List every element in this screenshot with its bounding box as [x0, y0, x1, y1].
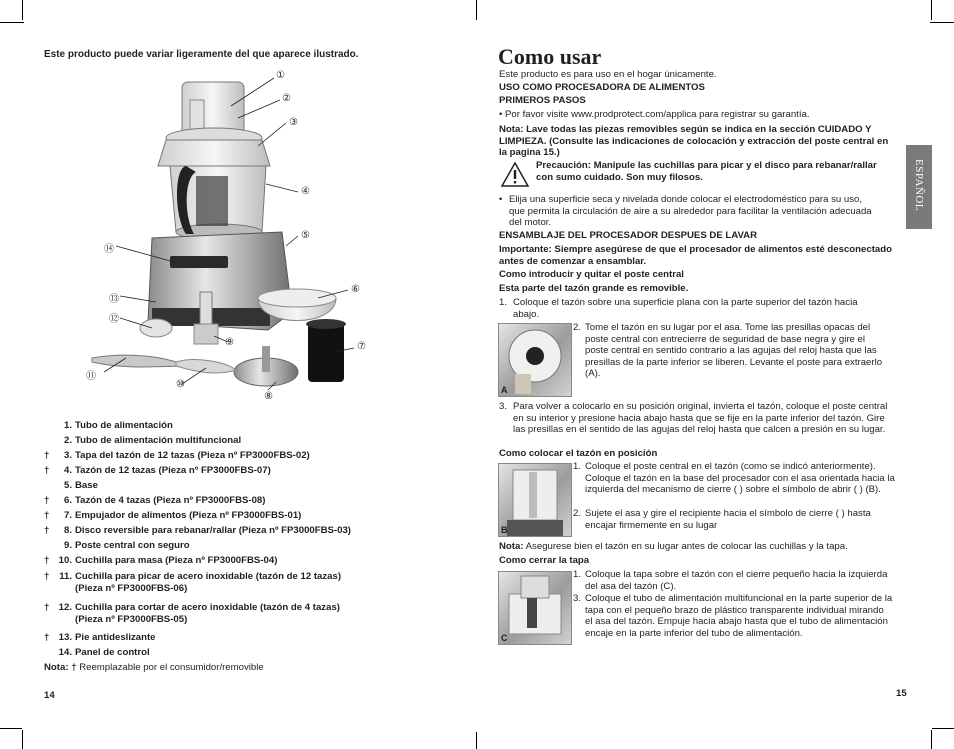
callout-8: ⑧: [264, 391, 273, 402]
page-title: Como usar: [498, 44, 602, 69]
callout-14: ⑭: [104, 244, 114, 255]
note-bowl: Nota: Asegurese bien el tazón en su lugar antes de colocar las cuchillas y la tapa.: [499, 541, 848, 552]
crop-mark: [931, 0, 932, 20]
list-item: 14. Panel de control: [58, 647, 150, 658]
list-item: 1. Tubo de alimentación: [63, 420, 173, 431]
section-heading: Como introducir y quitar el poste central: [499, 269, 684, 280]
step-c3: 3. Coloque el tubo de alimentación multifuncional en la parte superior de la tapa con el pequeño brazo de plástico transparente individual mirando el asa del tazón. Empuje hacia abajo hasta que el tubo de alimentación encaje en la parte inferior del tubo de alimentación.: [573, 593, 893, 639]
important-text: Importante: Siempre asegúrese de que el procesador de alimentos esté desconectado antes de comenzar a ensamblar.: [499, 244, 892, 267]
warning-icon: [500, 161, 530, 188]
list-item: 5. Base: [63, 480, 98, 491]
step-c1: 1. Coloque la tapa sobre el tazón con el cierre pequeño hacia la izquierda del asa del tazón (C).: [573, 569, 888, 592]
section-heading: Como colocar el tazón en posición: [499, 448, 658, 459]
bullet-register: • Por favor visite www.prodprotect.com/applica para registrar su garantía.: [499, 109, 810, 120]
callout-13: ⑬: [109, 294, 119, 305]
photo-c: C: [498, 571, 572, 645]
crop-mark: [22, 730, 23, 749]
list-item: † 6. Tazón de 4 tazas (Pieza nº FP3000FBS-08): [44, 495, 266, 506]
list-item: † 3. Tapa del tazón de 12 tazas (Pieza nº FP3000FBS-02): [44, 450, 310, 461]
language-tab: ESPAÑOL: [906, 145, 932, 229]
step-1: 1. Coloque el tazón sobre una superficie plana con la parte superior del tazón hacia abajo.: [499, 297, 858, 320]
caution-text: Precaución: Manipule las cuchillas para picar y el disco para rebanar/rallar con sumo cuidado. Son muy filosos.: [536, 160, 877, 183]
callout-2: ②: [282, 93, 291, 104]
photo-b: B: [498, 463, 572, 537]
step-b1: 1. Coloque el poste central en el tazón (como se indicó anteriormente). Coloque el tazón en la base del procesador con el asa orientada hacia la izquierda del mecanismo de cierre ( ) sobre el símbolo de abrir ( ) (B).: [573, 461, 895, 496]
callout-10: ⑩: [176, 379, 185, 390]
wash-note: Nota: Lave todas las piezas removibles según se indica en la sección CUIDADO Y LIMPIEZA. (Consulte las indicaciones de colocación y extracción del poste central en la pagina 15.): [499, 124, 889, 159]
section-heading: ENSAMBLAJE DEL PROCESADOR DESPUES DE LAVAR: [499, 230, 757, 241]
crop-mark: [932, 728, 954, 729]
list-item: † 10. Cuchilla para masa (Pieza nº FP3000FBS-04): [44, 555, 278, 566]
list-item: † 8. Disco reversible para rebanar/rallar (Pieza nº FP3000FBS-03): [44, 525, 351, 536]
crop-mark: [930, 22, 954, 23]
section-heading: USO COMO PROCESADORA DE ALIMENTOS: [499, 82, 705, 93]
bullet-surface: • Elija una superficie seca y nivelada donde colocar el electrodoméstico para su uso, que permita la circulación de aire a su alrededor para facilitar la ventilación adecuada del motor.: [499, 194, 872, 229]
crop-mark: [476, 732, 477, 749]
step-2: 2. Tome el tazón en su lugar por el asa. Tome las presillas opacas del poste central con entrecierre de seguridad de base negra y gire el poste central en sentido contrario a las agujas del reloj hasta que las presillas de la parte inferior se liberen. Levante el poste para extraerlo (A).: [573, 322, 883, 380]
list-item: † 12. Cuchilla para cortar de acero inoxidable (tazón de 4 tazas) (Pieza nº FP3000FBS-05): [44, 602, 340, 625]
footnote: Nota: † Reemplazable por el consumidor/removible: [44, 662, 264, 673]
list-item: † 13. Pie antideslizante: [44, 632, 156, 643]
section-heading: Esta parte del tazón grande es removible.: [499, 283, 689, 294]
crop-mark: [476, 0, 477, 20]
list-item: † 7. Empujador de alimentos (Pieza nº FP3000FBS-01): [44, 510, 302, 521]
parts-list: [44, 418, 434, 675]
callout-1: ①: [276, 70, 285, 81]
callout-9: ⑨: [225, 337, 234, 348]
step-3: 3. Para volver a colocarlo en su posición original, invierta el tazón, coloque el poste central en su interior y presione hacia abajo hasta que se fije en la parte inferior del tazón. Gire las presillas en el sentido de las agujas del reloj hasta que calcen a presión en su lugar.: [499, 401, 888, 436]
list-item: 2. Tubo de alimentación multifuncional: [63, 435, 242, 446]
page-number: 15: [896, 688, 907, 699]
page-number: 14: [44, 690, 55, 701]
crop-mark: [0, 22, 24, 23]
callout-5: ⑤: [301, 230, 310, 241]
list-item: † 11. Cuchilla para picar de acero inoxidable (tazón de 12 tazas) (Pieza nº FP3000FBS-06): [44, 571, 342, 594]
step-b2: 2. Sujete el asa y gire el recipiente hacia el símbolo de cierre ( ) hasta encajar firmemente en su lugar: [573, 508, 871, 531]
crop-mark: [931, 730, 932, 749]
food-processor-illustration: [86, 66, 386, 412]
list-item: 9. Poste central con seguro: [63, 540, 190, 551]
callout-6: ⑥: [351, 284, 360, 295]
callout-4: ④: [301, 186, 310, 197]
crop-mark: [22, 0, 23, 20]
callout-11: ⑪: [86, 371, 96, 382]
callout-3: ③: [289, 117, 298, 128]
list-item: † 4. Tazón de 12 tazas (Pieza nº FP3000FBS-07): [44, 465, 271, 476]
section-heading: Como cerrar la tapa: [499, 555, 590, 566]
subtitle: Este producto es para uso en el hogar únicamente.: [499, 69, 717, 80]
section-heading: PRIMEROS PASOS: [499, 95, 586, 106]
photo-a: A: [498, 323, 572, 397]
callout-12: ⑫: [109, 314, 119, 325]
crop-mark: [0, 728, 22, 729]
callout-7: ⑦: [357, 341, 366, 352]
intro-note: Este producto puede variar ligeramente del que aparece ilustrado.: [44, 49, 359, 60]
